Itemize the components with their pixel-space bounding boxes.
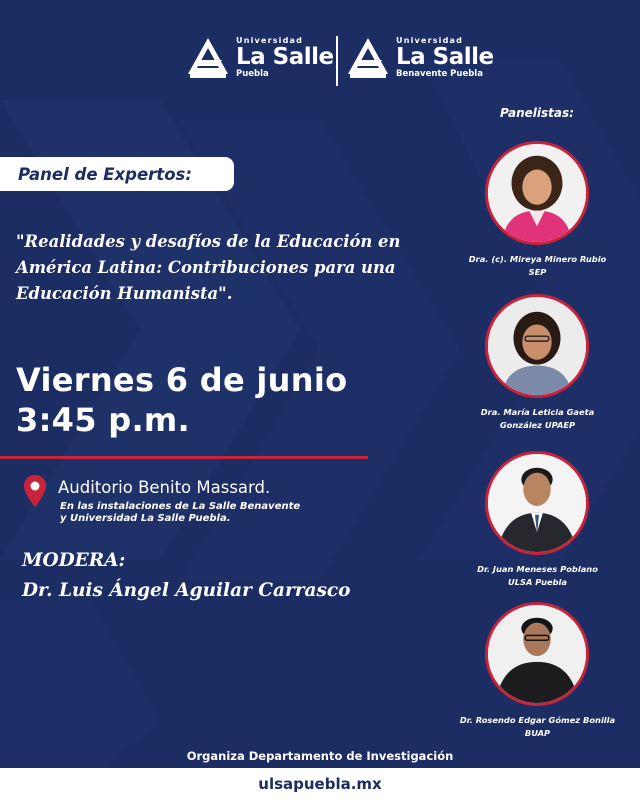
panelist-name: Dra. María Leticia Gaeta xyxy=(480,407,595,417)
panelist-org: SEP xyxy=(528,266,547,277)
person-portrait-icon xyxy=(488,454,586,552)
panelist-3-caption xyxy=(440,563,635,588)
website-link[interactable]: ulsapuebla.mx xyxy=(258,775,382,793)
panelist-org: ULSA Puebla xyxy=(507,576,567,587)
panelist-1-photo xyxy=(485,141,589,245)
organizer-text: Organiza Departamento de Investigación xyxy=(186,749,454,763)
person-portrait-icon xyxy=(488,297,586,395)
la-salle-star-icon xyxy=(346,36,390,80)
panelist-name: Dr. Rosendo Edgar Gómez Bonilla xyxy=(459,715,616,725)
event-date: Viernes 6 de junio xyxy=(16,361,348,399)
logo-divider xyxy=(336,36,338,86)
venue-name: Auditorio Benito Massard. xyxy=(58,478,271,497)
logo-university-text: Universidad xyxy=(396,36,464,46)
la-salle-star-icon xyxy=(186,36,230,80)
panelist-1-caption xyxy=(440,253,635,278)
logo-university-text: Universidad xyxy=(236,36,304,46)
person-portrait-icon xyxy=(488,144,586,242)
event-tag: Panel de Expertos: xyxy=(0,157,234,191)
person-portrait-icon xyxy=(488,605,586,703)
logo-name: La Salle xyxy=(236,44,334,71)
panelists-heading: Panelistas: xyxy=(500,106,574,120)
logo-campus: Puebla xyxy=(236,69,269,80)
panelist-org: BUAP xyxy=(524,727,551,738)
panelist-name: Dr. Juan Meneses Poblano xyxy=(477,564,598,574)
moderator-name: Dr. Luis Ángel Aguilar Carrasco xyxy=(22,580,351,601)
panelist-4-photo xyxy=(485,602,589,706)
logo-campus: Benavente Puebla xyxy=(396,69,483,80)
panelist-2-caption xyxy=(440,406,635,431)
logo-name: La Salle xyxy=(396,44,494,71)
la-salle-puebla-logo xyxy=(186,36,334,80)
venue-detail-line2: y Universidad La Salle Puebla. xyxy=(60,513,231,524)
event-title: "Realidades y desafíos de la Educación en América Latina: Contribuciones para una Educación Humanista". xyxy=(16,232,401,303)
divider-line xyxy=(0,456,368,459)
venue-detail xyxy=(60,501,300,525)
moderator-block xyxy=(22,546,350,606)
location-pin-icon xyxy=(22,474,48,508)
panelist-2-photo xyxy=(485,294,589,398)
venue-detail-line1: En las instalaciones de La Salle Benavente xyxy=(60,501,301,512)
la-salle-benavente-logo xyxy=(346,36,494,80)
panelist-4-caption xyxy=(440,714,635,739)
event-datetime xyxy=(16,360,347,440)
panelist-name: Dra. (c). Mireya Minero Rubio xyxy=(468,254,607,264)
panelist-org: González UPAEP xyxy=(499,419,576,430)
panelist-3-photo xyxy=(485,451,589,555)
event-time: 3:45 p.m. xyxy=(16,401,190,439)
moderator-label: MODERA: xyxy=(22,550,126,571)
